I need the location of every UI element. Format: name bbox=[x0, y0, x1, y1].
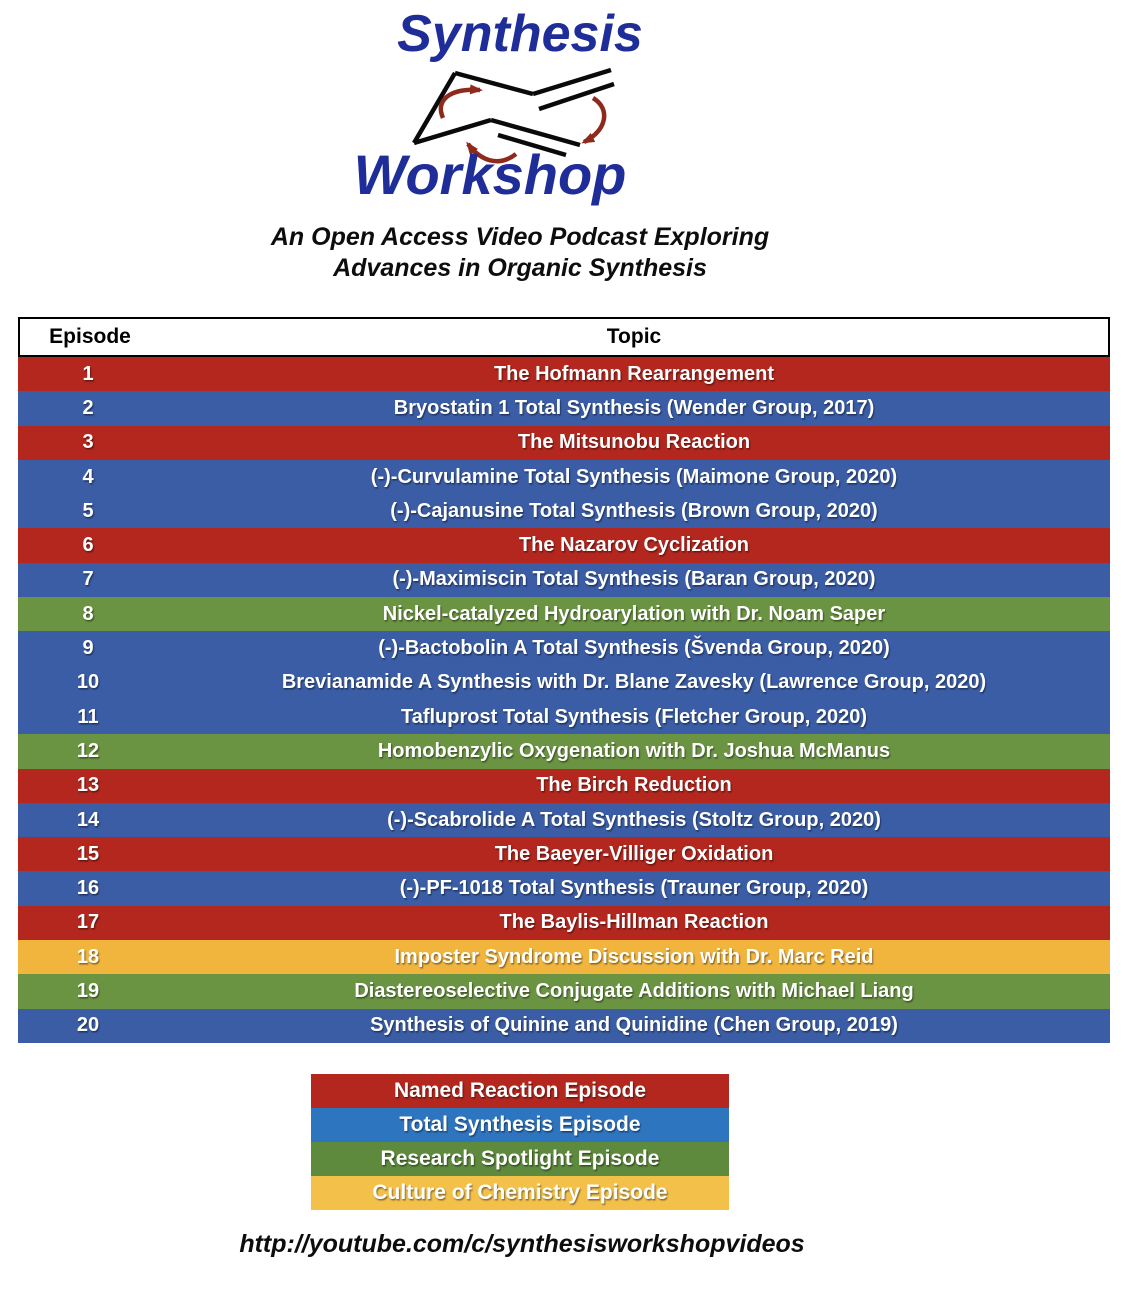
episode-number: 20 bbox=[76, 1014, 100, 1037]
table-row bbox=[18, 494, 1110, 528]
table-row bbox=[18, 940, 1110, 974]
table-body bbox=[18, 357, 1110, 1043]
episode-number: 5 bbox=[82, 499, 94, 522]
table-row bbox=[18, 1009, 1110, 1043]
episode-number: 10 bbox=[76, 671, 100, 694]
table-row bbox=[18, 974, 1110, 1008]
legend bbox=[311, 1074, 729, 1210]
episode-number: 16 bbox=[76, 877, 100, 900]
episode-number: 3 bbox=[82, 431, 94, 454]
episode-topic: Diastereoselective Conjugate Additions with Michael Liang bbox=[354, 979, 914, 1002]
episode-number: 19 bbox=[76, 979, 100, 1002]
episode-number: 14 bbox=[76, 808, 100, 831]
episode-number: 9 bbox=[82, 637, 94, 660]
legend-item bbox=[311, 1074, 729, 1108]
episode-topic: Nickel-catalyzed Hydroarylation with Dr. Noam Saper bbox=[382, 602, 886, 625]
table-row bbox=[18, 769, 1110, 803]
episode-number: 13 bbox=[76, 774, 100, 797]
topic-column-header: Topic bbox=[606, 325, 662, 348]
episode-topic: (-)-Cajanusine Total Synthesis (Brown Group, 2020) bbox=[390, 499, 878, 522]
episode-topic: Tafluprost Total Synthesis (Fletcher Group, 2020) bbox=[400, 705, 867, 728]
episode-topic: Homobenzylic Oxygenation with Dr. Joshua McManus bbox=[377, 739, 891, 762]
logo-title-top: Synthesis bbox=[397, 5, 643, 63]
table-row bbox=[18, 803, 1110, 837]
episode-topic: The Mitsunobu Reaction bbox=[517, 431, 751, 454]
table-row bbox=[18, 871, 1110, 905]
episode-number: 15 bbox=[76, 842, 100, 865]
episode-topic: The Baylis-Hillman Reaction bbox=[499, 911, 769, 934]
table-header bbox=[18, 317, 1110, 357]
episode-number: 8 bbox=[82, 602, 94, 625]
legend-item-label: Named Reaction Episode bbox=[393, 1079, 647, 1102]
legend-item-label: Culture of Chemistry Episode bbox=[372, 1181, 668, 1204]
legend-item-label: Total Synthesis Episode bbox=[399, 1113, 641, 1136]
tagline-line2: Advances in Organic Synthesis bbox=[333, 254, 707, 282]
table-row bbox=[18, 426, 1110, 460]
legend-item bbox=[311, 1176, 729, 1210]
episode-topic: (-)-PF-1018 Total Synthesis (Trauner Group, 2020) bbox=[399, 877, 869, 900]
episode-number: 2 bbox=[82, 396, 94, 419]
episode-topic: Brevianamide A Synthesis with Dr. Blane Zavesky (Lawrence Group, 2020) bbox=[281, 671, 987, 694]
episode-column-header: Episode bbox=[49, 325, 131, 348]
table-row bbox=[18, 528, 1110, 562]
episode-topic: Synthesis of Quinine and Quinidine (Chen Group, 2019) bbox=[370, 1014, 898, 1037]
channel-url: http://youtube.com/c/synthesisworkshopvideos bbox=[239, 1230, 805, 1258]
episode-number: 6 bbox=[82, 534, 94, 557]
episode-topic: Bryostatin 1 Total Synthesis (Wender Group, 2017) bbox=[393, 396, 875, 419]
table-row bbox=[18, 631, 1110, 665]
table-row bbox=[18, 597, 1110, 631]
episode-table bbox=[18, 317, 1110, 1043]
episode-topic: The Birch Reduction bbox=[536, 774, 732, 797]
episode-number: 17 bbox=[76, 911, 100, 934]
episode-number: 12 bbox=[76, 739, 100, 762]
episode-number: 7 bbox=[82, 568, 94, 591]
episode-topic: The Baeyer-Villiger Oxidation bbox=[494, 842, 774, 865]
episode-number: 1 bbox=[82, 362, 94, 385]
table-row bbox=[18, 837, 1110, 871]
episode-number: 4 bbox=[82, 465, 94, 488]
episode-topic: The Nazarov Cyclization bbox=[518, 534, 750, 557]
episode-topic: Imposter Syndrome Discussion with Dr. Marc Reid bbox=[394, 945, 874, 968]
table-row bbox=[18, 460, 1110, 494]
episode-topic: (-)-Curvulamine Total Synthesis (Maimone Group, 2020) bbox=[370, 465, 898, 488]
table-row bbox=[18, 734, 1110, 768]
episode-topic: (-)-Scabrolide A Total Synthesis (Stoltz Group, 2020) bbox=[387, 808, 881, 831]
legend-item-label: Research Spotlight Episode bbox=[380, 1147, 660, 1170]
episode-topic: (-)-Bactobolin A Total Synthesis (Švenda Group, 2020) bbox=[378, 637, 890, 660]
table-row bbox=[18, 391, 1110, 425]
table-row bbox=[18, 906, 1110, 940]
table-row bbox=[18, 666, 1110, 700]
table-row bbox=[18, 700, 1110, 734]
logo-title-bottom: Workshop bbox=[353, 143, 627, 206]
episode-topic: (-)-Maximiscin Total Synthesis (Baran Group, 2020) bbox=[392, 568, 876, 591]
episode-topic: The Hofmann Rearrangement bbox=[493, 362, 775, 385]
episode-number: 18 bbox=[76, 945, 100, 968]
tagline-line1: An Open Access Video Podcast Exploring bbox=[270, 223, 770, 251]
table-row bbox=[18, 357, 1110, 391]
legend-item bbox=[311, 1108, 729, 1142]
episode-number: 11 bbox=[77, 705, 99, 728]
legend-item bbox=[311, 1142, 729, 1176]
table-row bbox=[18, 563, 1110, 597]
tagline bbox=[0, 222, 1040, 284]
